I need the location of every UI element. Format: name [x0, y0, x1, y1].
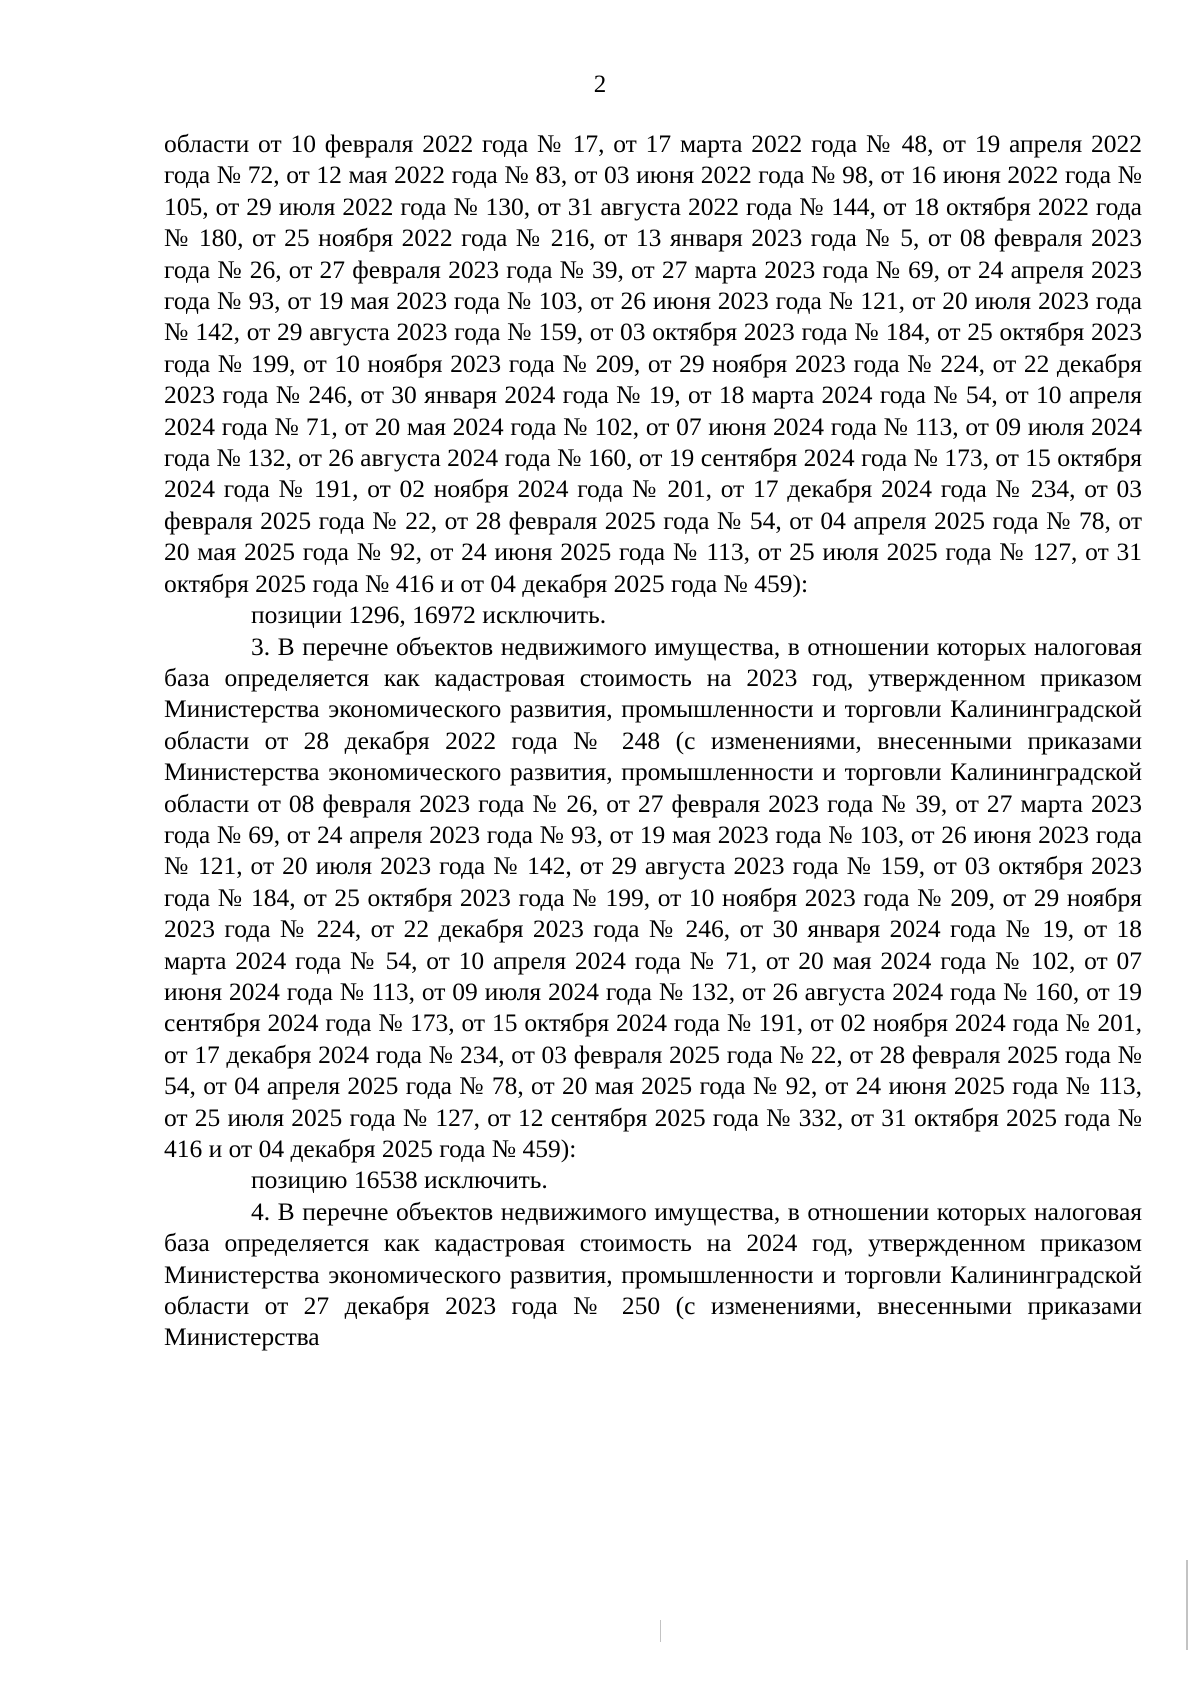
scan-edge-mark	[1186, 1560, 1188, 1650]
document-body	[164, 128, 1142, 1353]
paragraph-item-4: 4. В перечне объектов недвижимого имущества, в отношении которых налоговая база определяется как кадастровая стоимость на 2024 год, утвержденном приказом Министерства экономического развития, промышленности и торговли Калининградской области от 27 декабря 2023 года № 250 (с изменениями, внесенными приказами Министерства	[164, 1196, 1142, 1352]
paragraph-exclude-position: позицию 16538 исключить.	[251, 1165, 548, 1195]
page-number: 2	[593, 71, 607, 98]
paragraph-item-3: 3. В перечне объектов недвижимого имущества, в отношении которых налоговая база определяется как кадастровая стоимость на 2023 год, утвержденном приказом Министерства экономического развития, промышленности и торговли Калининградской области от 28 декабря 2022 года № 248 (с изменениями, внесенными приказами Министерства экономического развития, промышленности и торговли Калининградской области от 08 февраля 2023 года № 26, от 27 февраля 2023 года № 39, от 27 марта 2023 года № 69, от 24 апреля 2023 года № 93, от 19 мая 2023 года № 103, от 26 июня 2023 года № 121, от 20 июля 2023 года № 142, от 29 августа 2023 года № 159, от 03 октября 2023 года № 184, от 25 октября 2023 года № 199, от 10 ноября 2023 года № 209, от 29 ноября 2023 года № 224, от 22 декабря 2023 года № 246, от 30 января 2024 года № 19, от 18 марта 2024 года № 54, от 10 апреля 2024 года № 71, от 20 мая 2024 года № 102, от 07 июня 2024 года № 113, от 09 июля 2024 года № 132, от 26 августа 2024 года № 160, от 19 сентября 2024 года № 173, от 15 октября 2024 года № 191, от 02 ноября 2024 года № 201, от 17 декабря 2024 года № 234, от 03 февраля 2025 года № 22, от 28 февраля 2025 года № 54, от 04 апреля 2025 года № 78, от 20 мая 2025 года № 92, от 24 июня 2025 года № 113, от 25 июля 2025 года № 127, от 12 сентября 2025 года № 332, от 31 октября 2025 года № 416 и от 04 декабря 2025 года № 459):	[164, 631, 1142, 1163]
paragraph-exclude-positions: позиции 1296, 16972 исключить.	[251, 600, 607, 630]
scan-dot-mark	[660, 1620, 661, 1642]
paragraph-amendments-2022: области от 10 февраля 2022 года № 17, от 17 марта 2022 года № 48, от 19 апреля 2022 года № 72, от 12 мая 2022 года № 83, от 03 июня 2022 года № 98, от 16 июня 2022 года № 105, от 29 июля 2022 года № 130, от 31 августа 2022 года № 144, от 18 октября 2022 года № 180, от 25 ноября 2022 года № 216, от 13 января 2023 года № 5, от 08 февраля 2023 года № 26, от 27 февраля 2023 года № 39, от 27 марта 2023 года № 69, от 24 апреля 2023 года № 93, от 19 мая 2023 года № 103, от 26 июня 2023 года № 121, от 20 июля 2023 года № 142, от 29 августа 2023 года № 159, от 03 октября 2023 года № 184, от 25 октября 2023 года № 199, от 10 ноября 2023 года № 209, от 29 ноября 2023 года № 224, от 22 декабря 2023 года № 246, от 30 января 2024 года № 19, от 18 марта 2024 года № 54, от 10 апреля 2024 года № 71, от 20 мая 2024 года № 102, от 07 июня 2024 года № 113, от 09 июля 2024 года № 132, от 26 августа 2024 года № 160, от 19 сентября 2024 года № 173, от 15 октября 2024 года № 191, от 02 ноября 2024 года № 201, от 17 декабря 2024 года № 234, от 03 февраля 2025 года № 22, от 28 февраля 2025 года № 54, от 04 апреля 2025 года № 78, от 20 мая 2025 года № 92, от 24 июня 2025 года № 113, от 25 июля 2025 года № 127, от 31 октября 2025 года № 416 и от 04 декабря 2025 года № 459):	[164, 129, 1142, 598]
